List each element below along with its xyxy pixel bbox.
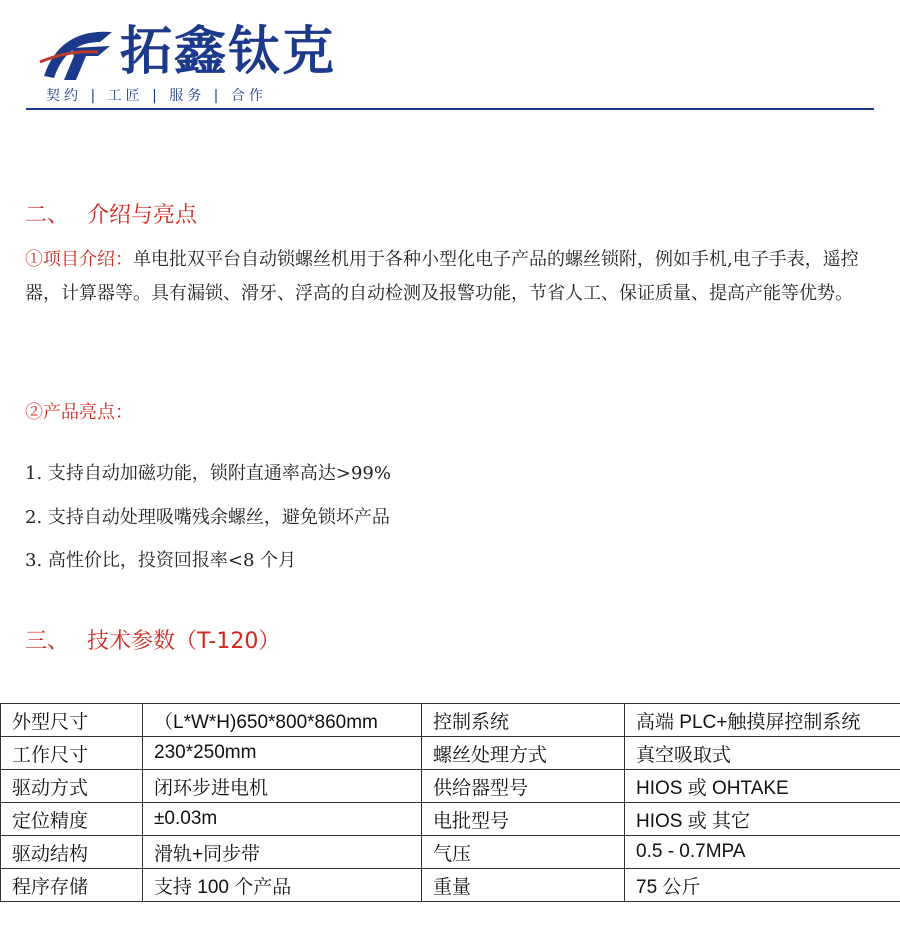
highlight-item: 1. 支持自动加磁功能，锁附直通率高达>99%: [25, 463, 391, 484]
table-row: [1, 836, 900, 869]
highlight-item: 3. 高性价比，投资回报率<8 个月: [25, 550, 297, 571]
spec-table: [0, 703, 900, 902]
table-row: [1, 770, 900, 803]
spec-name-cell: 定位精度: [1, 803, 143, 836]
spec-value-cell: 闭环步进电机: [143, 770, 422, 803]
table-row: [1, 704, 900, 737]
spec-value-cell: 支持 100 个产品: [143, 869, 422, 902]
spec-name-cell: 螺丝处理方式: [422, 737, 625, 770]
section-number: 二、: [25, 203, 70, 228]
spec-name-cell: 电批型号: [422, 803, 625, 836]
section-number: 三、: [25, 629, 70, 654]
spec-name-cell: 重量: [422, 869, 625, 902]
spec-value-cell: 75 公斤: [625, 869, 900, 902]
spec-value-cell: 真空吸取式: [625, 737, 900, 770]
spec-value-cell: 高端 PLC+触摸屏控制系统: [625, 704, 900, 737]
section-title-intro: [25, 198, 197, 229]
project-intro-label: ①项目介绍：: [25, 249, 133, 270]
spec-value-cell: ±0.03m: [143, 803, 422, 836]
brand-slogan: 契约 | 工匠 | 服务 | 合作: [46, 88, 267, 104]
spec-name-cell: 驱动方式: [1, 770, 143, 803]
spec-name-cell: 驱动结构: [1, 836, 143, 869]
spec-value-cell: 0.5 - 0.7MPA: [625, 836, 900, 869]
spec-name-cell: 工作尺寸: [1, 737, 143, 770]
spec-name-cell: 供给器型号: [422, 770, 625, 803]
highlight-item: 2. 支持自动处理吸嘴残余螺丝，避免锁坏产品: [25, 507, 390, 528]
project-intro-paragraph: [25, 243, 887, 311]
section-heading: 介绍与亮点: [87, 203, 198, 228]
spec-name-cell: 外型尺寸: [1, 704, 143, 737]
spec-name-cell: 程序存储: [1, 869, 143, 902]
spec-value-cell: （L*W*H)650*800*860mm: [143, 704, 422, 737]
highlights-label: ②产品亮点：: [25, 402, 133, 423]
spec-value-cell: HIOS 或 OHTAKE: [625, 770, 900, 803]
project-intro-text: 单电批双平台自动锁螺丝机用于各种小型化电子产品的螺丝锁附，例如手机,电子手表，遥控器，计算器等。具有漏锁、滑牙、浮高的自动检测及报警功能，节省人工、保证质量、提高产能等优势。: [25, 249, 859, 304]
spec-value-cell: 滑轨+同步带: [143, 836, 422, 869]
logo-emblem-icon: [38, 22, 118, 84]
company-logo: [38, 20, 338, 110]
spec-value-cell: 230*250mm: [143, 737, 422, 770]
table-row: [1, 869, 900, 902]
spec-name-cell: 气压: [422, 836, 625, 869]
section-heading: 技术参数（T-120）: [87, 629, 281, 654]
table-row: [1, 803, 900, 836]
spec-name-cell: 控制系统: [422, 704, 625, 737]
header-divider: [26, 108, 874, 110]
table-row: [1, 737, 900, 770]
spec-value-cell: HIOS 或 其它: [625, 803, 900, 836]
brand-name: 拓鑫钛克: [120, 22, 337, 82]
section-title-specs: [25, 624, 280, 655]
